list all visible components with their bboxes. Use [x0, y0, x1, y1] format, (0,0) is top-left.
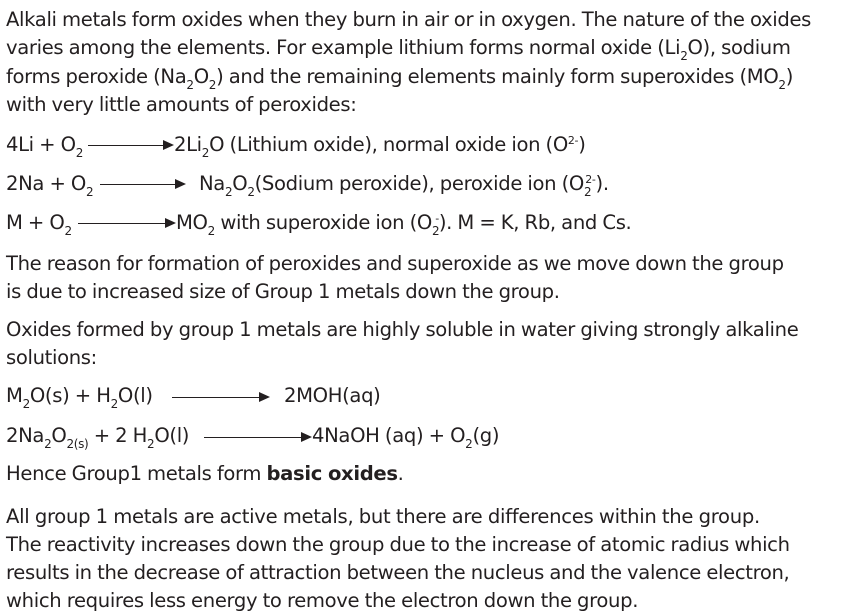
reactivity-line-4: which requires less energy to remove the electron down the group.: [6, 589, 639, 612]
soluble-line-2: solutions:: [6, 346, 97, 369]
equation-hydroxide-right: 2MOH(aq): [284, 384, 381, 407]
reaction-arrow: [100, 184, 184, 185]
reactivity-line-3: results in the decrease of attraction between the nucleus and the valence electron,: [6, 561, 790, 584]
reaction-arrow: [204, 437, 310, 438]
intro-line-3: forms peroxide $(Na_2O_2)$ and the remaining elements mainly form superoxides $(MO_2)$: [6, 65, 794, 92]
equation-peroxide-water-left: $2Na_2O_{2(s)} + 2$ $H_2O(l)$: [6, 424, 190, 451]
reason-line-1: The reason for formation of peroxides and superoxide as we move down the group: [6, 252, 784, 275]
reactivity-line-2: The reactivity increases down the group due to the increase of atomic radius which: [6, 533, 790, 556]
reaction-arrow: [172, 397, 268, 398]
equation-lithium-left: $4Li + O_2$: [6, 133, 83, 160]
equation-superoxide-right: $MO_2$ with superoxide ion $(O_2^-)$. M = K, Rb, and Cs.: [176, 211, 632, 238]
equation-peroxide-water-right: 4NaOH $(aq) + O_2(g)$: [312, 424, 500, 451]
equation-sodium-right: $Na_2O_2(Sodium$ peroxide), peroxide ion $(O_2^{2-})$.: [199, 172, 609, 199]
intro-line-1: Alkali metals form oxides when they burn in air or in oxygen. The nature of the oxides: [6, 8, 812, 31]
soluble-line-1: Oxides formed by group 1 metals are highly soluble in water giving strongly alkaline: [6, 318, 799, 341]
equation-superoxide-left: $M + O_2$: [6, 211, 72, 238]
equation-hydroxide-left: $M_2O(s) + H_2O(l)$: [6, 384, 153, 411]
reaction-arrow: [78, 223, 174, 224]
equation-lithium-right: $2Li_2O$ (Lithium oxide), normal oxide ion $(O^{2-})$: [174, 133, 586, 160]
intro-line-4: with very little amounts of peroxides:: [6, 93, 357, 116]
basic-oxides-emphasis: basic oxides: [266, 462, 398, 485]
reactivity-line-1: All group 1 metals are active metals, but there are differences within the group.: [6, 505, 760, 528]
conclusion-line: Hence Group1 metals form basic oxides.: [6, 462, 404, 485]
equation-sodium-left: $2Na + O_2$: [6, 172, 94, 199]
reason-line-2: is due to increased size of Group 1 metals down the group.: [6, 280, 560, 303]
reaction-arrow: [88, 145, 172, 146]
intro-line-2: varies among the elements. For example lithium forms normal oxide $(Li_2O)$, sodium: [6, 36, 791, 63]
